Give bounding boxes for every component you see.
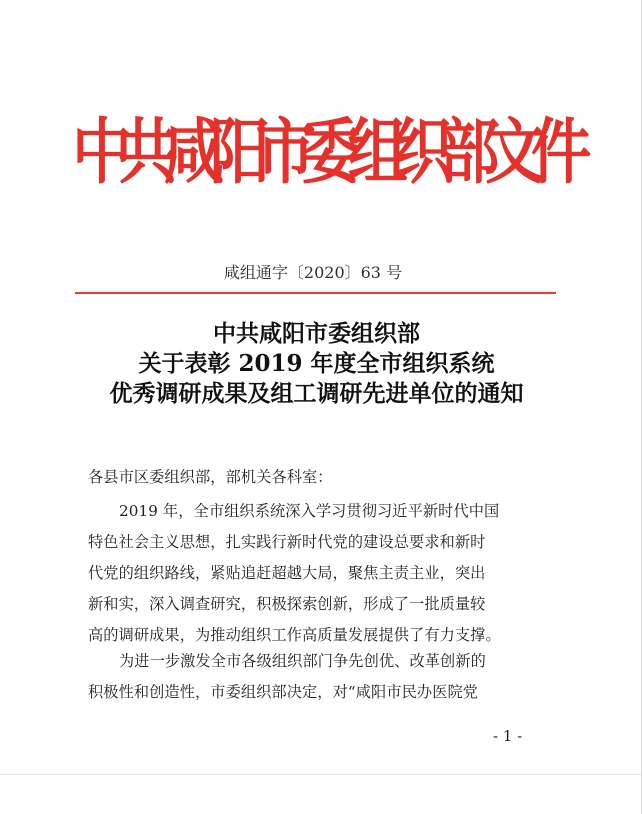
paragraph-1-line: 特色社会主义思想，扎实践行新时代党的建设总要求和新时 xyxy=(88,533,486,551)
document-masthead: 中共咸阳市委组织部文件 xyxy=(72,109,577,194)
notice-title xyxy=(80,319,553,409)
page-bottom-divider xyxy=(0,774,642,775)
salutation: 各县市区委组织部，部机关各科室： xyxy=(88,468,333,486)
paragraph-1 xyxy=(88,496,553,651)
red-separator-line xyxy=(75,292,556,294)
paragraph-2-line: 为进一步激发全市各级组织部门争先创优、改革创新的 xyxy=(119,652,486,670)
paragraph-2 xyxy=(88,646,553,708)
paragraph-1-line: 2019 年，全市组织系统深入学习贯彻习近平新时代中国 xyxy=(119,502,500,520)
notice-title-line-3: 优秀调研成果及组工调研先进单位的通知 xyxy=(109,380,524,407)
page-number: - 1 - xyxy=(493,727,523,745)
paragraph-2-line: 积极性和创造性，市委组织部决定，对“咸阳市民办医院党 xyxy=(88,683,479,701)
document-number: 咸组通字〔2020〕63 号 xyxy=(223,263,403,282)
notice-title-line-1: 中共咸阳市委组织部 xyxy=(213,320,420,347)
paragraph-1-line: 代党的组织路线，紧贴追赶超越大局，聚焦主责主业，突出 xyxy=(88,564,486,582)
notice-title-line-2: 关于表彰 2019 年度全市组织系统 xyxy=(138,350,495,377)
paragraph-1-line: 新和实，深入调查研究，积极探索创新，形成了一批质量较 xyxy=(88,595,486,613)
paragraph-1-line: 高的调研成果，为推动组织工作高质量发展提供了有力支撑。 xyxy=(88,626,501,644)
